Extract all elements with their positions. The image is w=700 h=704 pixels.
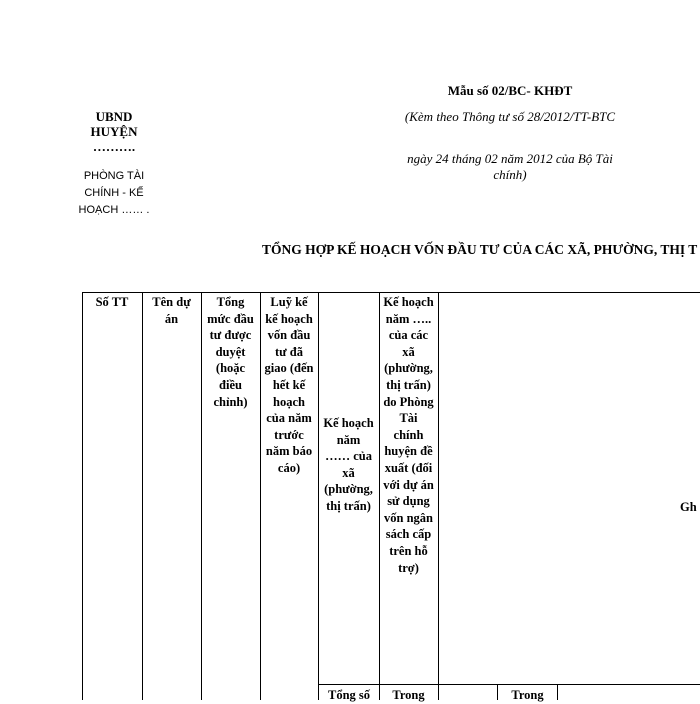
ubnd-label: UBND HUYỆN [90, 109, 138, 139]
col-border-8 [557, 685, 558, 700]
col-border-7 [497, 685, 498, 700]
col-border-2 [201, 292, 202, 700]
ubnd-dots: ………. [92, 139, 136, 154]
subheader-total: Tổng số [327, 688, 371, 702]
col-header-note: Gh [680, 500, 697, 514]
col-border-4 [318, 292, 319, 700]
subheader-of-which-2: Trong [511, 688, 544, 702]
circular-reference: (Kèm theo Thông tư số 28/2012/TT-BTC [404, 109, 616, 124]
col-header-accumulated-plan: Luỹ kế kế hoạch vốn đầu tư đã giao (đến hết kế hoạch của năm trước năm báo cáo) [264, 295, 314, 475]
circular-date: ngày 24 tháng 02 năm 2012 của Bộ Tài chính) [407, 151, 613, 182]
department-label: PHÒNG TÀI CHÍNH - KẾ HOẠCH …… . [78, 170, 150, 216]
subheader-of-which-1: Trong [392, 688, 425, 702]
form-number: Mẫu số 02/BC- KHĐT [447, 83, 573, 98]
table-top-border [82, 292, 700, 293]
col-border-3 [260, 292, 261, 700]
col-header-commune-plan: Kế hoạch năm …… của xã (phường, thị trấn) [323, 416, 374, 513]
col-header-proposed-plan: Kế hoạch năm ….. của các xã (phường, thị trấn) do Phòng Tài chính huyện đề xuất (đối với dự án sử dụng vốn ngân sách cấp trên hỗ trợ) [383, 295, 434, 575]
col-border-5 [379, 292, 380, 700]
col-header-total-investment: Tổng mức đầu tư được duyệt (hoặc điều chỉnh) [207, 295, 254, 409]
col-border-1 [142, 292, 143, 700]
col-header-project-name: Tên dự án [152, 295, 191, 326]
table-subheader-border [318, 684, 700, 685]
report-title: TỔNG HỢP KẾ HOẠCH VỐN ĐẦU TƯ CỦA CÁC XÃ, PHƯỜNG, THỊ T [262, 242, 698, 257]
col-border-0 [82, 292, 83, 700]
ubnd-block [78, 109, 150, 154]
col-border-6 [438, 292, 439, 700]
col-header-stt: Số TT [95, 295, 129, 309]
